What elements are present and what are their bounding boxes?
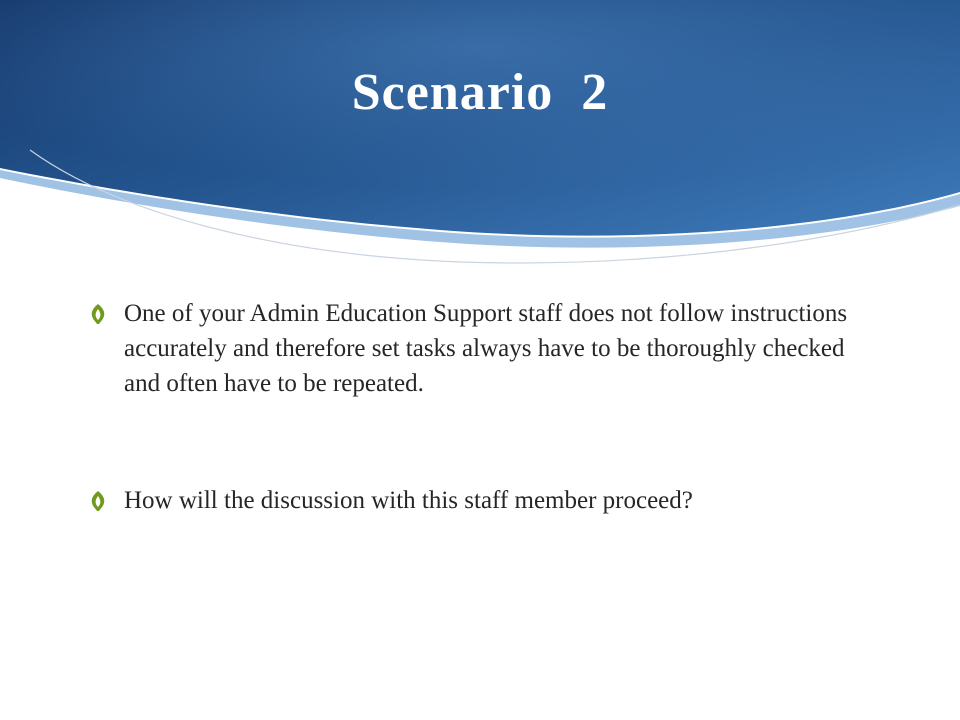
fleuron-bullet-icon — [90, 304, 106, 324]
bullet-text: One of your Admin Education Support staff does not follow instructions accurately and therefore set tasks always have to be thoroughly checked and often have to be repeated. — [124, 300, 848, 397]
bullet-item — [90, 296, 880, 401]
bullet-list — [90, 296, 880, 518]
fleuron-bullet-icon — [90, 491, 106, 511]
slide-title: Scenario 2 — [351, 64, 609, 121]
bullet-item — [90, 483, 880, 518]
header-wave-background — [0, 0, 960, 280]
bullet-text: How will the discussion with this staff member proceed? — [124, 487, 693, 514]
